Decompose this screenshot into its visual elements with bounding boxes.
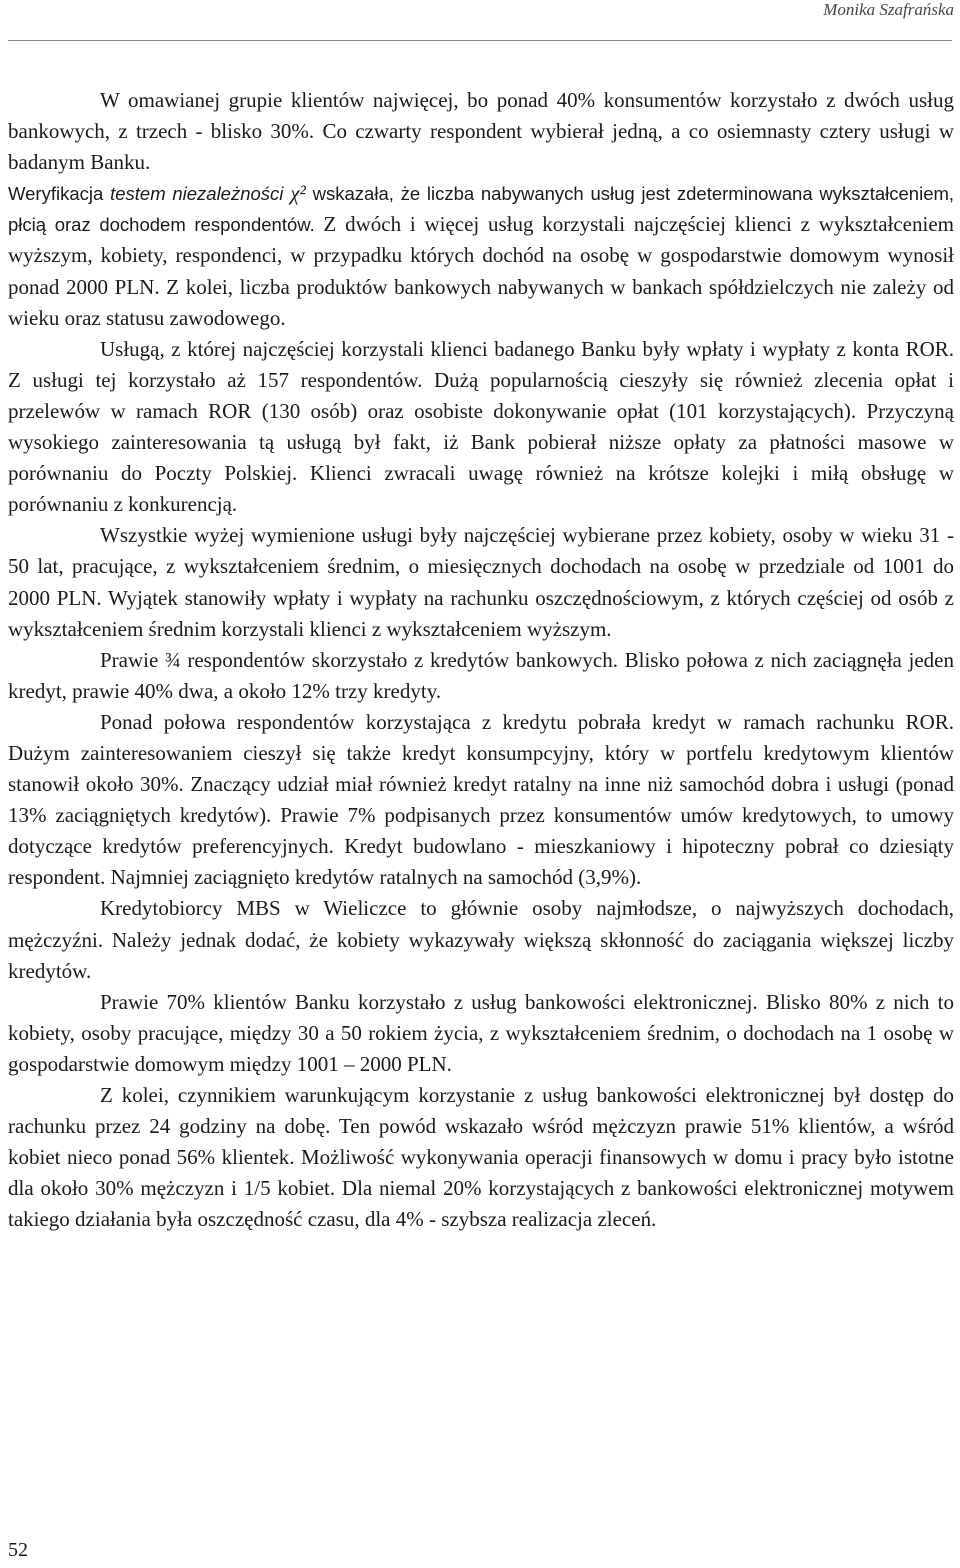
paragraph-1-test-name: testem niezależności xyxy=(110,183,284,205)
paragraph-6: Kredytobiorcy MBS w Wieliczce to głównie osoby najmłodsze, o najwyższych dochodach, mężczyźni. Należy jednak dodać, że kobiety wykazywały większą skłonność do zaciągania większej liczby kredytów. xyxy=(8,896,954,983)
paragraph-8: Z kolei, czynnikiem warunkującym korzystanie z usług bankowości elektronicznej był dostęp do rachunku przez 24 godziny na dobę. Ten powód wskazało wśród mężczyzn prawie 51% klientów, a wśród kobiet nieco ponad 56% klientek. Możliwość wykonywania operacji finansowych w domu i pracy było istotne dla około 30% mężczyzn i 1/5 kobiet. Dla niemal 20% korzystających z bankowości elektronicznej motywem takiego działania była oszczędność czasu, dla 4% - szybsza realizacja zleceń. xyxy=(8,1083,954,1232)
running-header: Monika Szafrańska xyxy=(823,0,954,19)
paragraph-1-part-a: W omawianej grupie klientów najwięcej, bo ponad 40% konsumentów korzystało z dwóch usług bankowych, z trzech - blisko 30%. Co czwarty respondent wybierał jedną, a co osiemnasty cztery usługi w badanym Banku. xyxy=(8,88,954,175)
paragraph-2: Usługą, z której najczęściej korzystali klienci badanego Banku były wpłaty i wypłaty z konta ROR. Z usługi tej korzystało aż 157 respondentów. Dużą popularnością cieszyły się również zlecenia opłat i przelewów w ramach ROR (130 osób) oraz osobiste dokonywanie opłat (101 korzystających). Przyczyną wysokiego zainteresowania tą usługą był fakt, iż Bank pobierał niższe opłaty za płatności masowe w porównaniu do Poczty Polskiej. Klienci zwracali uwagę również na krótsze kolejki i miłą obsługę w porównaniu z konkurencją. xyxy=(8,336,954,517)
paragraph-1 xyxy=(8,85,954,334)
chi-square-symbol: χ² xyxy=(290,181,306,206)
paragraph-3: Wszystkie wyżej wymienione usługi były najczęściej wybierane przez kobiety, osoby w wieku 31 - 50 lat, pracujące, z wykształceniem średnim, o miesięcznych dochodach na osobę w przedziale od 1001 do 2000 PLN. Wyjątek stanowiły wpłaty i wypłaty na rachunku oszczędnościowym, z których częściej od osób z wykształceniem średnim korzystali klienci z wykształceniem wyższym. xyxy=(8,523,954,641)
paragraph-1-part-e: wskazała, że liczba nabywanych usług jest zdeterminowana wykształceniem, płcią oraz dochodem respondentów. xyxy=(8,183,955,236)
paragraph-4: Prawie ¾ respondentów skorzystało z kredytów bankowych. Blisko połowa z nich zaciągnęła jeden kredyt, prawie 40% dwa, a około 12% trzy kredyty. xyxy=(8,647,954,703)
paragraph-1-verification-label: Weryfikacja xyxy=(8,183,104,205)
body-text xyxy=(8,85,954,1235)
paragraph-5: Ponad połowa respondentów korzystająca z kredytu pobrała kredyt w ramach rachunku ROR. Dużym zainteresowaniem cieszył się także kredyt konsumpcyjny, który w portfelu kredytowym klientów stanowił około 30%. Znaczący udział miał również kredyt ratalny na inne niż samochód dobra i usługi (ponad 13% zaciągniętych kredytów). Prawie 7% podpisanych przez konsumentów umów kredytowych, to umowy dotyczące kredytów preferencyjnych. Kredyt budowlano - mieszkaniowy i hipoteczny pobrał co dziesiąty respondent. Najmniej zaciągnięto kredytów ratalnych na samochód (3,9%). xyxy=(8,709,954,890)
paragraph-1-part-f: Z dwóch i więcej usług korzystali najczęściej klienci z wykształceniem wyższym, kobiety, respondenci, w przypadku których dochód na osobę w gospodarstwie domowym wynosił ponad 2000 PLN. Z kolei, liczba produktów bankowych nabywanych w bankach spółdzielczych nie zależy od wieku oraz statusu zawodowego. xyxy=(8,212,954,330)
header-rule xyxy=(8,40,952,41)
paragraph-7: Prawie 70% klientów Banku korzystało z usług bankowości elektronicznej. Blisko 80% z nich to kobiety, osoby pracujące, między 30 a 50 rokiem życia, z wykształceniem średnim, o dochodach na 1 osobę w gospodarstwie domowym między 1001 – 2000 PLN. xyxy=(8,989,954,1076)
page-number: 52 xyxy=(8,1539,28,1561)
